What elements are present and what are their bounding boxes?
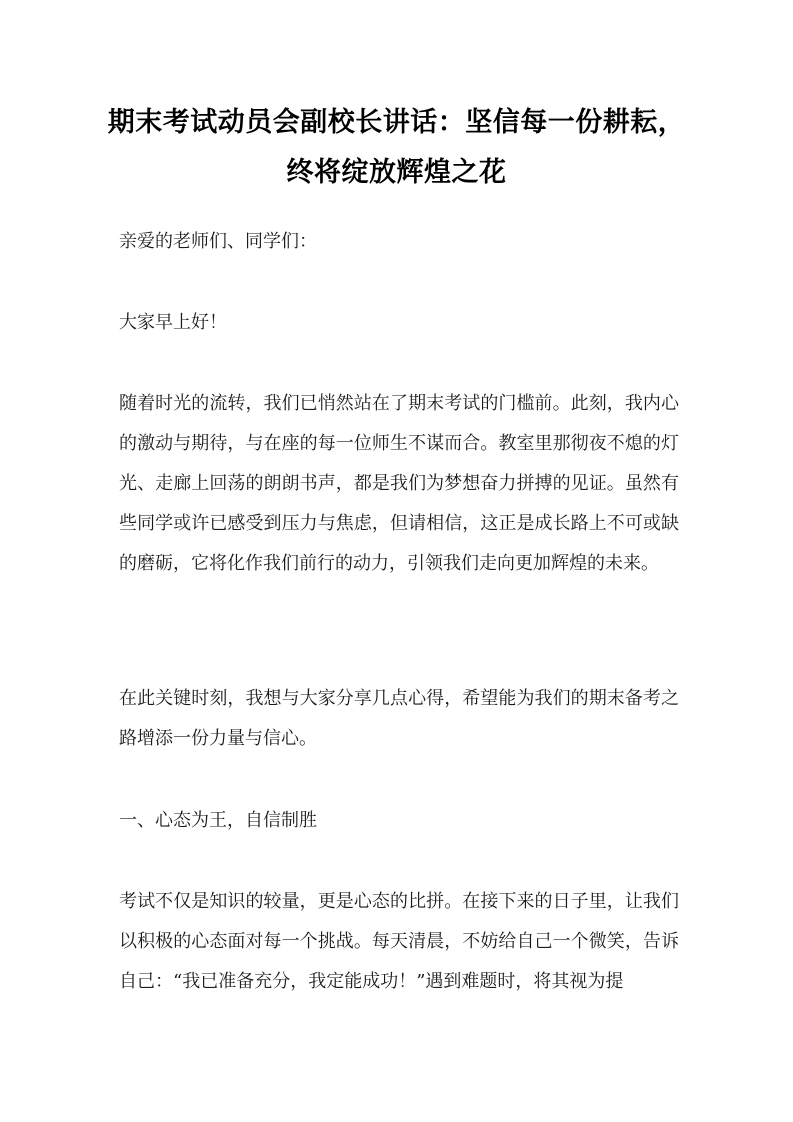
section-heading-1: 一、心态为王，自信制胜	[119, 810, 317, 831]
paragraph-share: 在此关键时刻，我想与大家分享几点心得，希望能为我们的期末备考之路增添一份力量与信心。	[119, 688, 679, 749]
greeting: 大家早上好！	[119, 312, 227, 333]
salutation: 亲爱的老师们、同学们：	[119, 231, 317, 252]
paragraph-intro: 随着时光的流转，我们已悄然站在了期末考试的门槛前。此刻，我内心的激动与期待，与在座的每一位师生不谋而合。教室里那彻夜不熄的灯光、走廊上回荡的朗朗书声，都是我们为梦想奋力拼搏的见证。虽然有些同学或许已感受到压力与焦虑，但请相信，这正是成长路上不可或缺的磨砺，它将化作我们前行的动力，引领我们走向更加辉煌的未来。	[119, 393, 679, 574]
paragraph-mindset: 考试不仅是知识的较量，更是心态的比拼。在接下来的日子里，让我们以积极的心态面对每一个挑战。每天清晨，不妨给自己一个微笑，告诉自己：“我已准备充分，我定能成功！”遇到难题时，将其视为提	[119, 891, 679, 992]
document-title: 期末考试动员会副校长讲话：坚信每一份耕耘，终将绽放辉煌之花	[107, 107, 686, 188]
